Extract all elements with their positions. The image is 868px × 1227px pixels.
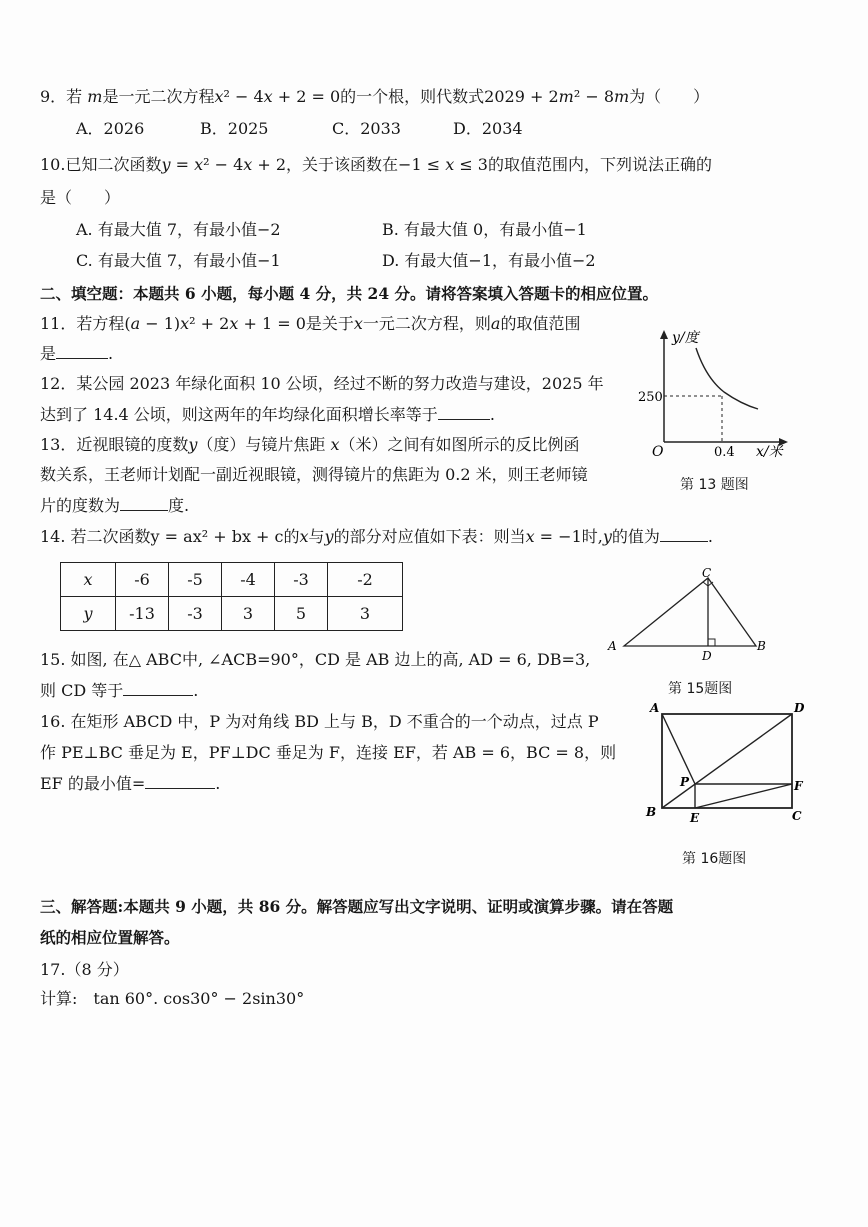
- vertex-c-label: C: [702, 566, 712, 580]
- table-cell: 5: [275, 597, 328, 631]
- y-value-label: 250: [638, 390, 663, 405]
- q10-option-a: A. 有最大值 7，有最小值−2: [76, 220, 281, 239]
- q9-stem: 9．若 𝑚是一元二次方程𝑥² − 4𝑥 + 2 = 0的一个根，则代数式2029 + 2𝑚² − 8𝑚为（ ）: [40, 87, 710, 106]
- q9-option-d: D．2034: [453, 119, 523, 138]
- q9-option-a: A．2026: [76, 119, 145, 138]
- figure-15-triangle: [604, 566, 776, 666]
- table-cell: -2: [328, 563, 403, 597]
- triangle-abc: [624, 578, 756, 646]
- y-axis-arrow: [660, 330, 668, 339]
- table-cell: -3: [275, 563, 328, 597]
- x-axis-label: x/米: [756, 444, 783, 460]
- segment-ef: [695, 784, 792, 808]
- q15-line1: 15. 如图, 在△ ABC中, ∠ACB=90°，CD 是 AB 边上的高, AD = 6, DB=3,: [40, 650, 591, 669]
- vertex-b-label: B: [646, 805, 657, 819]
- section-3-heading-line2: 纸的相应位置解答。: [40, 928, 180, 947]
- q13-line3-text: 片的度数为: [40, 496, 121, 515]
- table-cell: 3: [222, 597, 275, 631]
- y-axis-label: y/度: [672, 330, 699, 346]
- q13-line1: 13．近视眼镜的度数𝑦（度）与镜片焦距 𝑥（米）之间有如图所示的反比例函: [40, 435, 580, 454]
- point-e-label: E: [690, 811, 700, 825]
- row-label-x: x: [61, 563, 116, 597]
- q11-line2-text: 是: [40, 344, 57, 363]
- q14-stem: [40, 525, 713, 549]
- q12-line2: [40, 403, 495, 427]
- q14-answer-blank[interactable]: [660, 525, 708, 542]
- right-angle-mark-d: [708, 639, 715, 646]
- q16-answer-blank[interactable]: [145, 772, 215, 789]
- diagonal-bd: [662, 714, 792, 808]
- table-cell: -13: [116, 597, 169, 631]
- point-p-label: P: [680, 775, 690, 789]
- q12-line2-end: .: [489, 405, 495, 424]
- q10-option-b: B. 有最大值 0，有最小值−1: [382, 220, 587, 239]
- q16-line3: [40, 772, 220, 796]
- q15-line2: [40, 679, 198, 703]
- table-cell: -3: [169, 597, 222, 631]
- table-row-y: [61, 597, 403, 631]
- section-2-heading: 二、填空题：本题共 6 小题，每小题 4 分，共 24 分。请将答案填入答题卡的相应位置。: [40, 284, 659, 303]
- figure-16-caption: 第 16题图: [682, 851, 747, 867]
- q15-answer-blank[interactable]: [123, 679, 193, 696]
- q11-line2-end: .: [108, 344, 114, 363]
- q9-option-c: C．2033: [332, 119, 401, 138]
- vertex-d-label: D: [794, 701, 805, 715]
- q13-line3: [40, 494, 189, 518]
- q17-calc: 计算: tan 60°. cos30° − 2sin30°: [40, 989, 305, 1008]
- table-cell: -6: [116, 563, 169, 597]
- foot-d-label: D: [702, 649, 712, 663]
- table-cell: 3: [328, 597, 403, 631]
- row-label-y: y: [61, 597, 116, 631]
- q12-line2-text: 达到了 14.4 公顷，则这两年的年均绿化面积增长率等于: [40, 405, 438, 424]
- figure-13-graph: [636, 326, 796, 466]
- figure-13-caption: 第 13 题图: [680, 477, 749, 493]
- q14-value-table: [60, 562, 403, 631]
- q10-option-d: D. 有最大值−1，有最小值−2: [382, 251, 596, 270]
- q10-stem-line2: 是（ ）: [40, 188, 121, 207]
- q11-answer-blank[interactable]: [56, 342, 108, 359]
- q11-line2: [40, 342, 113, 366]
- inverse-proportion-curve: [696, 348, 758, 409]
- vertex-a-label: A: [650, 701, 660, 715]
- q12-line1: 12．某公园 2023 年绿化面积 10 公顷，经过不断的努力改造与建设，2025 年: [40, 374, 604, 393]
- vertex-c-label: C: [792, 809, 802, 823]
- q16-line2: 作 PE⊥BC 垂足为 E，PF⊥DC 垂足为 F，连接 EF，若 AB = 6，BC = 8，则: [40, 743, 617, 762]
- x-value-label: 0.4: [714, 445, 735, 460]
- table-cell: -4: [222, 563, 275, 597]
- q10-option-c: C. 有最大值 7，有最小值−1: [76, 251, 281, 270]
- figure-15-caption: 第 15题图: [668, 681, 733, 697]
- q15-line2-end: .: [193, 681, 199, 700]
- q16-line1: 16. 在矩形 ABCD 中，P 为对角线 BD 上与 B，D 不重合的一个动点，过点 P: [40, 712, 599, 731]
- q13-line3-end: 度.: [168, 496, 190, 515]
- q9-option-b: B．2025: [200, 119, 269, 138]
- q14-stem-text: 14. 若二次函数y = ax² + bx + c的𝑥与𝑦的部分对应值如下表：则当𝑥 = −1时,𝑦的值为: [40, 527, 660, 546]
- q11-line1: 11．若方程(𝑎 − 1)𝑥² + 2𝑥 + 1 = 0是关于𝑥一元二次方程，则𝑎的取值范围: [40, 314, 581, 333]
- q10-stem-line1: 10.已知二次函数𝑦 = 𝑥² − 4𝑥 + 2，关于该函数在−1 ≤ 𝑥 ≤ 3的取值范围内，下列说法正确的: [40, 155, 712, 174]
- q16-line3-text: EF 的最小值=: [40, 774, 146, 793]
- section-3-heading-line1: 三、解答题:本题共 9 小题，共 86 分。解答题应写出文字说明、证明或演算步骤。请在答题: [40, 897, 674, 916]
- origin-label: O: [652, 444, 664, 460]
- table-row-x: [61, 563, 403, 597]
- q13-answer-blank[interactable]: [120, 494, 168, 511]
- q16-line3-end: .: [215, 774, 221, 793]
- vertex-a-label: A: [608, 639, 617, 653]
- vertex-b-label: B: [757, 639, 766, 653]
- point-f-label: F: [794, 779, 803, 793]
- q15-line2-text: 则 CD 等于: [40, 681, 124, 700]
- segment-ap: [662, 714, 695, 784]
- q13-line2: 数关系，王老师计划配一副近视眼镜，测得镜片的焦距为 0.2 米，则王老师镜: [40, 465, 588, 484]
- figure-16-rectangle: [642, 696, 816, 826]
- table-cell: -5: [169, 563, 222, 597]
- q17-points: 17.（8 分）: [40, 960, 129, 979]
- q14-stem-end: .: [707, 527, 713, 546]
- q12-answer-blank[interactable]: [438, 403, 490, 420]
